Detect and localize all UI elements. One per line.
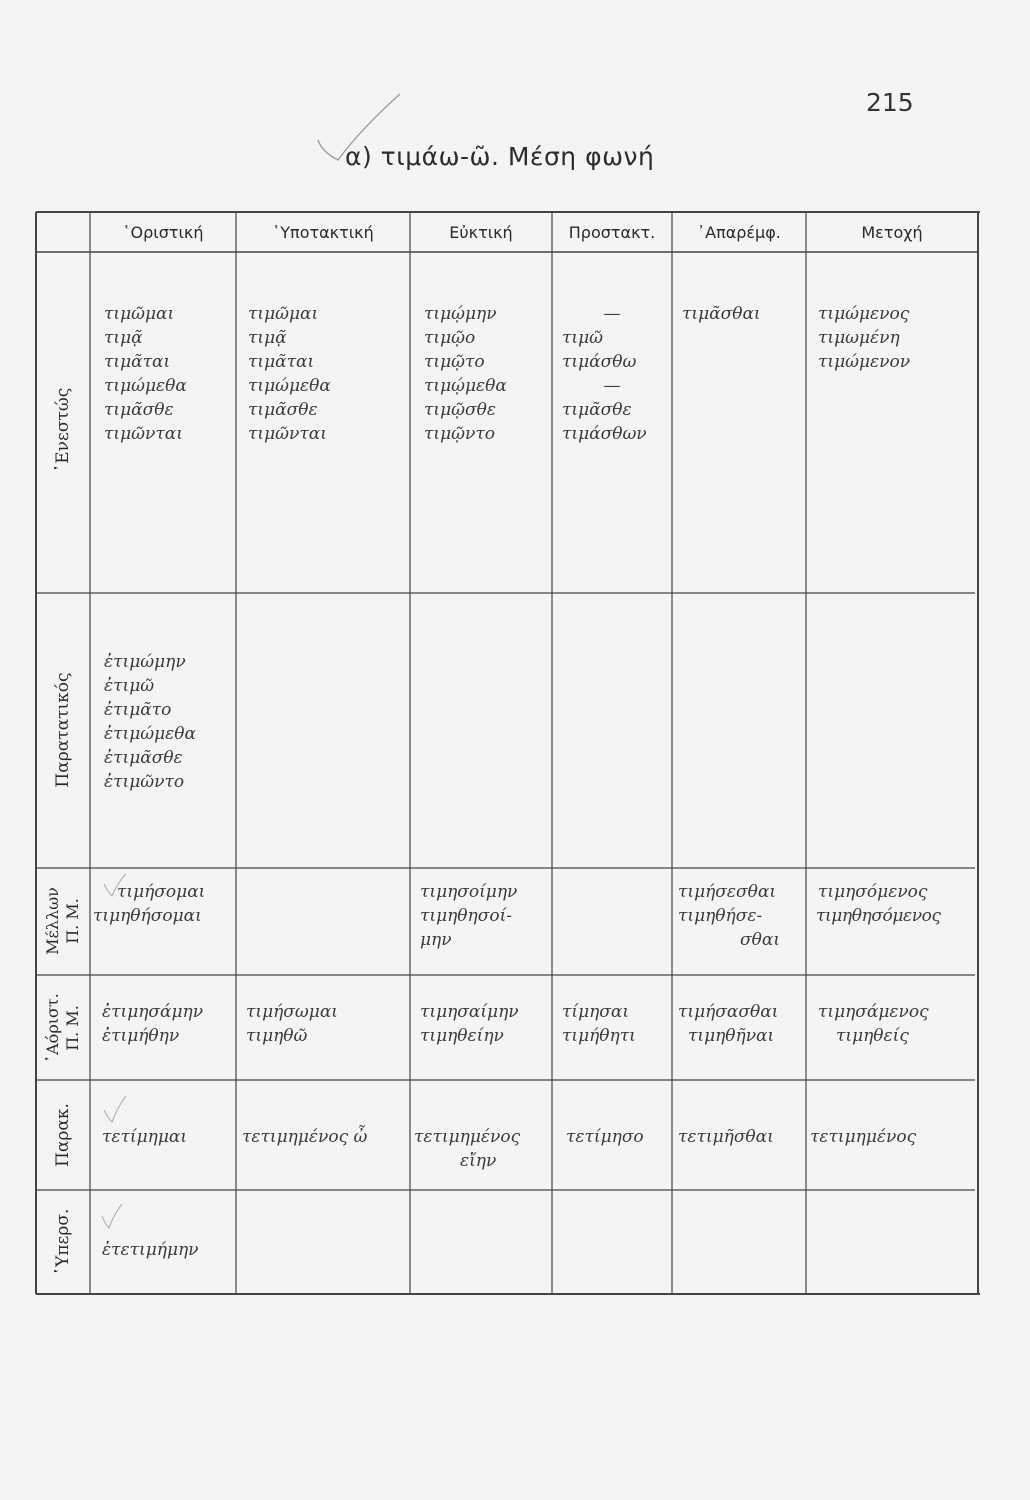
- list-item: τιμηθησοί-: [420, 906, 512, 926]
- pencil-tick-mark: [98, 1200, 126, 1232]
- list-item: τιμηθησόμενος: [816, 906, 941, 926]
- list-item: τιμησάμενος: [818, 1002, 929, 1022]
- list-item: τιμησοίμην: [420, 882, 518, 902]
- mellon-efktiki-cell: [420, 880, 517, 952]
- list-item: τιμῴμην: [424, 304, 497, 324]
- list-item: ἐτιμᾶτο: [104, 700, 172, 720]
- list-item: τιμῶμαι: [248, 304, 319, 324]
- list-item: τίμησαι: [562, 1002, 630, 1022]
- list-item: τιμᾶσθαι: [682, 304, 761, 324]
- list-item: ἐτετιμήμην: [102, 1240, 199, 1260]
- list-item: τιμώμενος: [818, 304, 910, 324]
- page-number: 215: [866, 88, 914, 117]
- header-efktiki: Εὐκτική: [449, 223, 513, 242]
- list-item: ἐτιμᾶσθε: [104, 748, 183, 768]
- row-label-paratatikos: Παρατατικός: [53, 672, 73, 788]
- list-item: τιμᾷ: [104, 328, 143, 348]
- list-item: τιμηθῶ: [246, 1026, 308, 1046]
- list-item: τιμώμεθα: [248, 376, 331, 396]
- row-label-mellon-line2: Π. Μ.: [63, 898, 82, 944]
- list-item: τιμηθείην: [420, 1026, 504, 1046]
- row-label-aoristos-line1: ᾿Αόριστ.: [43, 993, 62, 1063]
- list-item: ἐτιμησάμην: [102, 1002, 204, 1022]
- list-item: τιμήσεσθαι: [678, 882, 777, 902]
- row-label-ypersyntelikos: ῾Υπερσ.: [53, 1208, 73, 1276]
- list-item: τιμήσομαι: [117, 882, 206, 902]
- aoristos-aparemfato-cell: [678, 1000, 778, 1048]
- list-item: τιμῷσθε: [424, 400, 496, 420]
- enestos-metochi-cell: [818, 302, 910, 374]
- list-item: τιμήσωμαι: [246, 1002, 338, 1022]
- row-label-aoristos-line2: Π. Μ.: [63, 1005, 82, 1051]
- list-item: τιμῷντο: [424, 424, 495, 444]
- header-prostaktiki: Προστακτ.: [568, 223, 656, 242]
- aoristos-metochi-cell: [818, 1000, 929, 1048]
- row-label-aoristos: [43, 993, 83, 1063]
- header-aparemfato: ᾿Απαρέμφ.: [697, 223, 781, 242]
- enestos-oristiki-cell: [104, 302, 187, 446]
- list-item: τιμώμενον: [818, 352, 911, 372]
- list-item: ἐτιμῶντο: [104, 772, 185, 792]
- list-item: τιμᾶται: [248, 352, 315, 372]
- list-item: τετιμημένος: [414, 1127, 521, 1147]
- ypersyntelikos-oristiki-cell: [102, 1238, 199, 1262]
- aoristos-efktiki-cell: [420, 1000, 519, 1048]
- list-item: ἐτιμώμεθα: [104, 724, 196, 744]
- enestos-efktiki-cell: [424, 302, 507, 446]
- list-item: τιμῶμαι: [104, 304, 175, 324]
- enestos-ypotaktiki-cell: [248, 302, 331, 446]
- list-item: τιμᾶται: [104, 352, 171, 372]
- parakeimenos-metochi-cell: [810, 1125, 916, 1149]
- list-item: τιμᾷ: [248, 328, 287, 348]
- list-item: τιμήσασθαι: [678, 1002, 779, 1022]
- list-item: —: [603, 376, 621, 396]
- list-item: —: [603, 304, 621, 324]
- list-item: τιμῶνται: [248, 424, 327, 444]
- aoristos-oristiki-cell: [102, 1000, 203, 1048]
- pencil-tick-mark: [100, 870, 130, 900]
- list-item: τιμάσθω: [562, 352, 637, 372]
- list-item: τετιμημένος ὦ: [242, 1127, 368, 1147]
- enestos-aparemfato-cell: [682, 302, 761, 326]
- row-label-parakeimenos: Παρακ.: [53, 1103, 73, 1167]
- aoristos-prostaktiki-cell: [562, 1000, 636, 1048]
- list-item: τιμησαίμην: [420, 1002, 519, 1022]
- list-item: ἐτιμῶ: [104, 676, 155, 696]
- row-label-mellon-line1: Μέλλων: [43, 887, 62, 955]
- list-item: τιμάσθων: [562, 424, 647, 444]
- parakeimenos-prostaktiki-cell: [566, 1125, 644, 1149]
- mellon-aparemfato-cell: [678, 880, 780, 952]
- enestos-prostaktiki-cell: [562, 302, 662, 446]
- list-item: τιμηθείς: [836, 1026, 909, 1046]
- list-item: τιμᾶσθε: [248, 400, 318, 420]
- list-item: σθαι: [740, 930, 780, 950]
- list-item: τετίμησο: [566, 1127, 644, 1147]
- pencil-tick-mark: [100, 1092, 130, 1126]
- list-item: τιμῴμεθα: [424, 376, 507, 396]
- page-title: α) τιμάω-ῶ. Μέση φωνή: [345, 142, 655, 171]
- parakeimenos-ypotaktiki-cell: [242, 1125, 367, 1149]
- row-label-mellon: [43, 887, 83, 955]
- list-item: τετιμημένος: [810, 1127, 917, 1147]
- parakeimenos-efktiki-cell: [414, 1125, 520, 1173]
- list-item: τιμῶ: [562, 328, 603, 348]
- list-item: ἐτιμήθην: [102, 1026, 180, 1046]
- header-oristiki: ῾Οριστική: [122, 223, 204, 242]
- list-item: τετιμῆσθαι: [678, 1127, 774, 1147]
- list-item: τιμᾶσθε: [104, 400, 174, 420]
- list-item: τιμηθήσε-: [678, 906, 763, 926]
- list-item: τιμήθητι: [562, 1026, 636, 1046]
- list-item: μην: [420, 930, 452, 950]
- parakeimenos-oristiki-cell: [102, 1125, 187, 1149]
- list-item: τιμῷτο: [424, 352, 485, 372]
- paratatikos-oristiki-cell: [104, 650, 196, 794]
- header-ypotaktiki: ῾Υποτακτική: [272, 223, 374, 242]
- aoristos-ypotaktiki-cell: [246, 1000, 338, 1048]
- row-label-enestos: ᾿Ενεστώς: [53, 387, 73, 473]
- list-item: τετίμημαι: [102, 1127, 188, 1147]
- list-item: εἴην: [460, 1151, 497, 1171]
- list-item: τιμωμένη: [818, 328, 900, 348]
- list-item: τιμώμεθα: [104, 376, 187, 396]
- list-item: τιμηθῆναι: [688, 1026, 775, 1046]
- list-item: τιμῷο: [424, 328, 476, 348]
- mellon-metochi-cell: [818, 880, 941, 928]
- list-item: τιμῶνται: [104, 424, 183, 444]
- list-item: τιμηθήσομαι: [93, 906, 202, 926]
- parakeimenos-aparemfato-cell: [678, 1125, 774, 1149]
- list-item: τιμησόμενος: [818, 882, 928, 902]
- list-item: τιμᾶσθε: [562, 400, 632, 420]
- header-metochi: Μετοχή: [861, 223, 923, 242]
- list-item: ἐτιμώμην: [104, 652, 186, 672]
